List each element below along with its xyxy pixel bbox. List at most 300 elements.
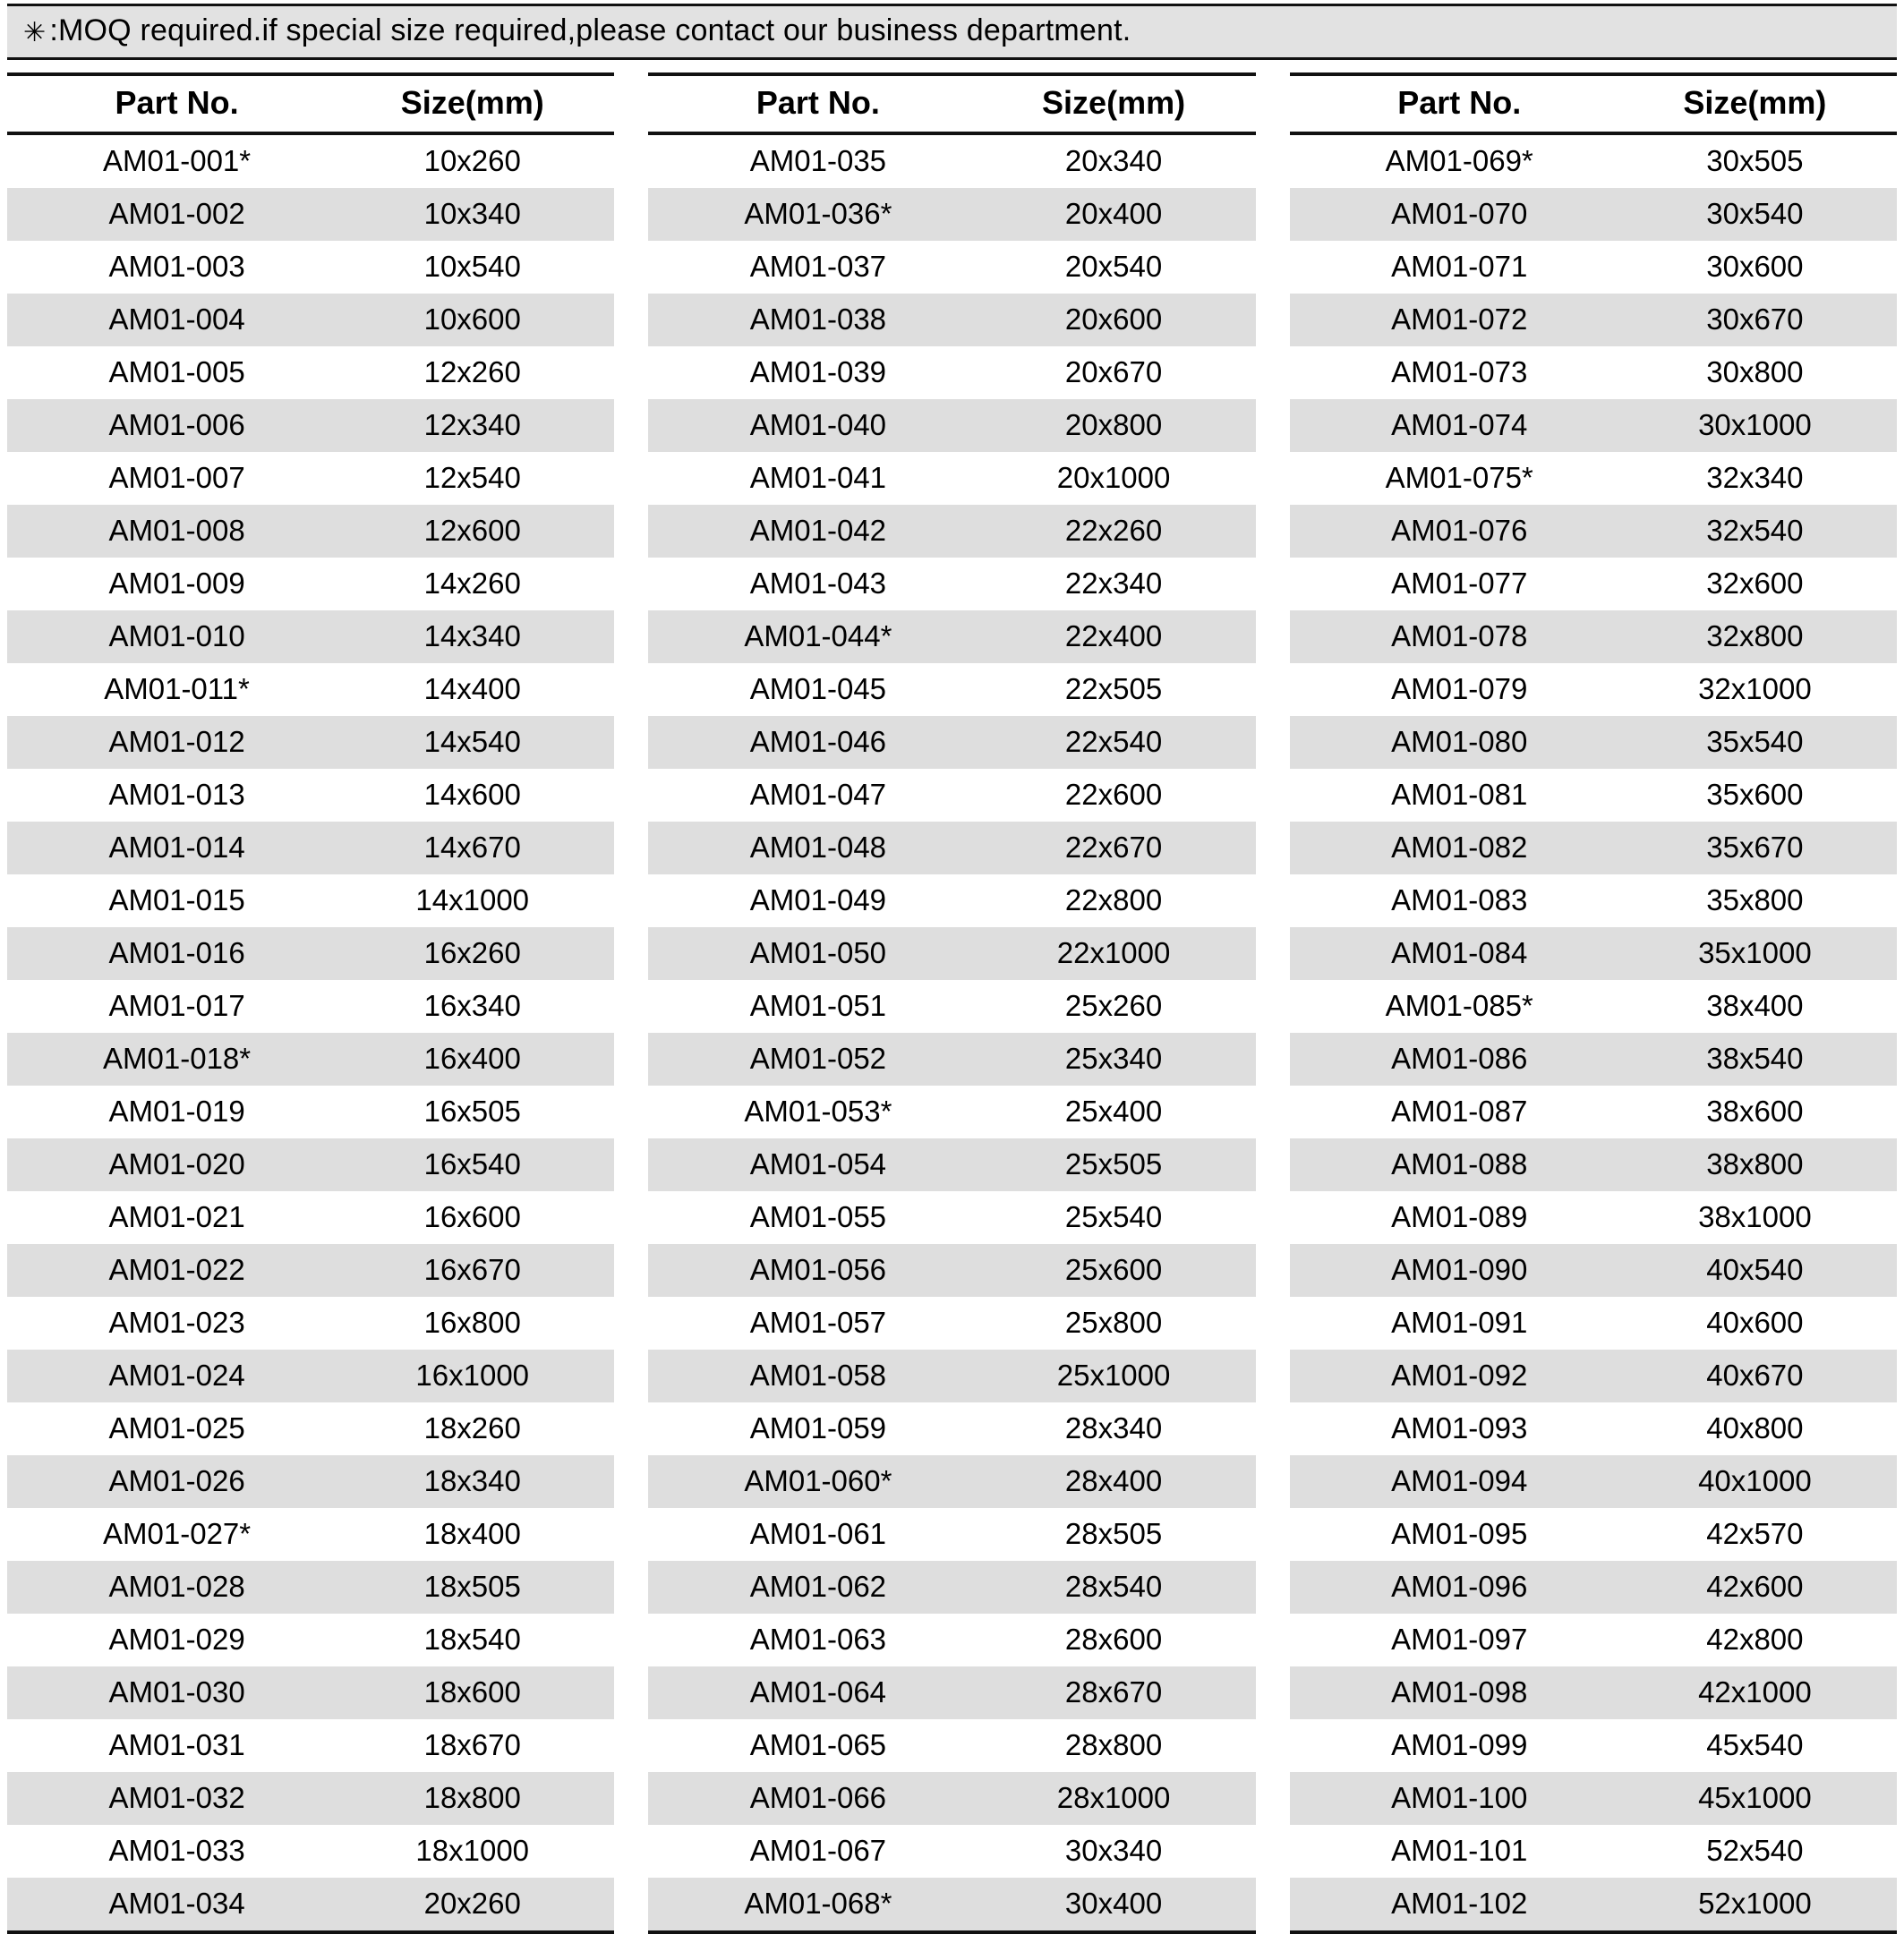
cell-part-no: AM01-097 bbox=[1391, 1623, 1528, 1656]
table-row bbox=[7, 1455, 614, 1508]
cell-part-no: AM01-065 bbox=[749, 1728, 887, 1761]
table-header-row bbox=[1290, 74, 1897, 133]
table-row bbox=[1290, 1033, 1897, 1086]
cell-size: 40x670 bbox=[1613, 1350, 1897, 1402]
cell-part-no: AM01-095 bbox=[1391, 1517, 1528, 1550]
cell-size: 20x340 bbox=[1064, 144, 1163, 177]
table-row bbox=[1290, 188, 1897, 241]
table-row bbox=[1290, 505, 1897, 558]
parts-table-2-head bbox=[648, 74, 1255, 133]
table-row bbox=[7, 1297, 614, 1350]
table-row bbox=[7, 980, 614, 1033]
table-row bbox=[648, 1138, 1255, 1191]
cell-part-no: AM01-044* bbox=[648, 610, 971, 663]
table-row bbox=[648, 663, 1255, 716]
cell-part-no: AM01-006 bbox=[7, 399, 330, 452]
table-row bbox=[648, 399, 1255, 452]
cell-size: 25x505 bbox=[971, 1138, 1255, 1191]
table-row bbox=[7, 1402, 614, 1455]
cell-size: 25x540 bbox=[1064, 1200, 1163, 1233]
table-row bbox=[1290, 1138, 1897, 1191]
cell-size: 18x260 bbox=[423, 1411, 521, 1444]
cell-part-no: AM01-056 bbox=[648, 1244, 971, 1297]
table-row bbox=[7, 769, 614, 822]
cell-part-no: AM01-030 bbox=[7, 1666, 330, 1719]
cell-size: 30x600 bbox=[1706, 250, 1804, 283]
table-row bbox=[1290, 399, 1897, 452]
cell-size: 16x400 bbox=[330, 1033, 614, 1086]
cell-size: 22x260 bbox=[971, 505, 1255, 558]
cell-size: 52x540 bbox=[1706, 1834, 1804, 1867]
table-row bbox=[1290, 1086, 1897, 1138]
table-row bbox=[648, 1772, 1255, 1825]
cell-size: 20x1000 bbox=[1056, 461, 1171, 494]
table-row bbox=[1290, 1402, 1897, 1455]
cell-size: 14x670 bbox=[330, 822, 614, 874]
cell-size: 30x400 bbox=[971, 1878, 1255, 1932]
cell-size: 45x1000 bbox=[1613, 1772, 1897, 1825]
table-row bbox=[648, 769, 1255, 822]
header-part-no: Part No. bbox=[7, 74, 330, 133]
table-row bbox=[7, 1138, 614, 1191]
table-row bbox=[7, 1666, 614, 1719]
cell-size: 10x600 bbox=[330, 294, 614, 346]
cell-size: 10x540 bbox=[423, 250, 521, 283]
cell-part-no: AM01-037 bbox=[749, 250, 887, 283]
cell-size: 16x600 bbox=[423, 1200, 521, 1233]
table-row bbox=[648, 1244, 1255, 1297]
cell-part-no: AM01-096 bbox=[1290, 1561, 1613, 1614]
table-row bbox=[7, 1878, 614, 1932]
cell-size: 22x505 bbox=[1064, 672, 1163, 705]
cell-size: 42x800 bbox=[1706, 1623, 1804, 1656]
table-row bbox=[7, 1033, 614, 1086]
table-row bbox=[1290, 1772, 1897, 1825]
cell-size: 38x800 bbox=[1613, 1138, 1897, 1191]
parts-table-3-body bbox=[1290, 133, 1897, 1932]
table-row bbox=[1290, 133, 1897, 188]
table-row bbox=[648, 1086, 1255, 1138]
table-row bbox=[7, 133, 614, 188]
table-row bbox=[1290, 346, 1897, 399]
table-row bbox=[648, 1878, 1255, 1932]
cell-size: 14x400 bbox=[423, 672, 521, 705]
cell-size: 28x505 bbox=[1064, 1517, 1163, 1550]
cell-size: 12x340 bbox=[330, 399, 614, 452]
cell-size: 30x1000 bbox=[1613, 399, 1897, 452]
cell-part-no: AM01-088 bbox=[1290, 1138, 1613, 1191]
cell-size: 18x400 bbox=[423, 1517, 521, 1550]
cell-part-no: AM01-066 bbox=[648, 1772, 971, 1825]
cell-size: 28x1000 bbox=[971, 1772, 1255, 1825]
table-row bbox=[1290, 1350, 1897, 1402]
cell-part-no: AM01-002 bbox=[7, 188, 330, 241]
table-row bbox=[7, 1825, 614, 1878]
cell-size: 35x670 bbox=[1613, 822, 1897, 874]
cell-part-no: AM01-057 bbox=[749, 1306, 887, 1339]
cell-size: 28x340 bbox=[1064, 1411, 1163, 1444]
table-row bbox=[7, 1191, 614, 1244]
table-row bbox=[1290, 1508, 1897, 1561]
cell-size: 16x800 bbox=[423, 1306, 521, 1339]
cell-part-no: AM01-064 bbox=[648, 1666, 971, 1719]
cell-size: 30x505 bbox=[1706, 144, 1804, 177]
table-row bbox=[7, 1772, 614, 1825]
table-row bbox=[648, 188, 1255, 241]
cell-size: 12x260 bbox=[423, 355, 521, 388]
table-row bbox=[7, 1244, 614, 1297]
cell-part-no: AM01-017 bbox=[108, 989, 245, 1022]
cell-size: 14x600 bbox=[423, 778, 521, 811]
cell-part-no: AM01-032 bbox=[7, 1772, 330, 1825]
cell-part-no: AM01-069* bbox=[1385, 144, 1533, 177]
cell-size: 22x670 bbox=[971, 822, 1255, 874]
header-part-no: Part No. bbox=[1290, 74, 1613, 133]
cell-part-no: AM01-046 bbox=[648, 716, 971, 769]
cell-part-no: AM01-075* bbox=[1385, 461, 1533, 494]
table-row bbox=[7, 452, 614, 505]
table-row bbox=[648, 133, 1255, 188]
cell-part-no: AM01-081 bbox=[1391, 778, 1528, 811]
header-part-no: Part No. bbox=[648, 74, 971, 133]
cell-part-no: AM01-049 bbox=[749, 883, 887, 916]
table-row bbox=[648, 558, 1255, 610]
table-row bbox=[648, 1033, 1255, 1086]
cell-part-no: AM01-076 bbox=[1290, 505, 1613, 558]
parts-table-1 bbox=[7, 72, 614, 1934]
parts-table-columns bbox=[0, 72, 1904, 1934]
table-row bbox=[648, 1719, 1255, 1772]
cell-part-no: AM01-098 bbox=[1290, 1666, 1613, 1719]
table-row bbox=[648, 822, 1255, 874]
cell-size: 40x1000 bbox=[1613, 1455, 1897, 1508]
cell-part-no: AM01-008 bbox=[7, 505, 330, 558]
table-row bbox=[7, 1350, 614, 1402]
cell-part-no: AM01-090 bbox=[1290, 1244, 1613, 1297]
parts-table-2-body bbox=[648, 133, 1255, 1932]
table-row bbox=[1290, 452, 1897, 505]
cell-size: 20x540 bbox=[1064, 250, 1163, 283]
cell-size: 25x400 bbox=[1064, 1095, 1163, 1128]
table-row bbox=[1290, 1614, 1897, 1666]
cell-size: 16x540 bbox=[330, 1138, 614, 1191]
header-size: Size(mm) bbox=[330, 74, 614, 133]
cell-part-no: AM01-040 bbox=[648, 399, 971, 452]
table-row bbox=[648, 874, 1255, 927]
table-row bbox=[648, 1297, 1255, 1350]
cell-part-no: AM01-084 bbox=[1290, 927, 1613, 980]
cell-part-no: AM01-031 bbox=[108, 1728, 245, 1761]
cell-size: 22x1000 bbox=[971, 927, 1255, 980]
cell-part-no: AM01-060* bbox=[648, 1455, 971, 1508]
table-row bbox=[7, 663, 614, 716]
cell-part-no: AM01-038 bbox=[648, 294, 971, 346]
table-row bbox=[648, 1455, 1255, 1508]
cell-size: 25x600 bbox=[971, 1244, 1255, 1297]
parts-catalog-page bbox=[0, 4, 1904, 1943]
cell-part-no: AM01-093 bbox=[1391, 1411, 1528, 1444]
cell-part-no: AM01-041 bbox=[749, 461, 887, 494]
cell-part-no: AM01-070 bbox=[1290, 188, 1613, 241]
table-row bbox=[648, 716, 1255, 769]
parts-table-3-head bbox=[1290, 74, 1897, 133]
cell-part-no: AM01-061 bbox=[749, 1517, 887, 1550]
table-row bbox=[1290, 1191, 1897, 1244]
cell-part-no: AM01-029 bbox=[108, 1623, 245, 1656]
cell-size: 20x400 bbox=[971, 188, 1255, 241]
table-row bbox=[648, 980, 1255, 1033]
table-row bbox=[648, 1614, 1255, 1666]
table-row bbox=[648, 505, 1255, 558]
cell-part-no: AM01-011* bbox=[104, 672, 250, 705]
moq-note bbox=[7, 4, 1897, 60]
table-row bbox=[1290, 927, 1897, 980]
table-row bbox=[648, 1666, 1255, 1719]
cell-part-no: AM01-012 bbox=[7, 716, 330, 769]
cell-part-no: AM01-087 bbox=[1391, 1095, 1528, 1128]
cell-part-no: AM01-079 bbox=[1391, 672, 1528, 705]
table-row bbox=[1290, 1297, 1897, 1350]
cell-part-no: AM01-047 bbox=[749, 778, 887, 811]
cell-part-no: AM01-053* bbox=[744, 1095, 892, 1128]
cell-size: 40x800 bbox=[1706, 1411, 1804, 1444]
header-size: Size(mm) bbox=[971, 74, 1255, 133]
cell-part-no: AM01-058 bbox=[648, 1350, 971, 1402]
cell-part-no: AM01-003 bbox=[108, 250, 245, 283]
parts-column-1 bbox=[7, 72, 614, 1934]
cell-part-no: AM01-085* bbox=[1385, 989, 1533, 1022]
parts-table-1-head bbox=[7, 74, 614, 133]
header-size: Size(mm) bbox=[1613, 74, 1897, 133]
cell-size: 16x1000 bbox=[330, 1350, 614, 1402]
cell-size: 30x800 bbox=[1706, 355, 1804, 388]
cell-size: 22x800 bbox=[1064, 883, 1163, 916]
cell-part-no: AM01-042 bbox=[648, 505, 971, 558]
cell-size: 42x600 bbox=[1613, 1561, 1897, 1614]
cell-size: 52x1000 bbox=[1613, 1878, 1897, 1932]
cell-part-no: AM01-025 bbox=[108, 1411, 245, 1444]
cell-part-no: AM01-077 bbox=[1391, 567, 1528, 600]
cell-size: 25x260 bbox=[1064, 989, 1163, 1022]
parts-table-3 bbox=[1290, 72, 1897, 1934]
cell-size: 10x260 bbox=[423, 144, 521, 177]
cell-part-no: AM01-019 bbox=[108, 1095, 245, 1128]
parts-column-2 bbox=[648, 72, 1255, 1934]
cell-size: 10x340 bbox=[330, 188, 614, 241]
cell-part-no: AM01-043 bbox=[749, 567, 887, 600]
cell-part-no: AM01-023 bbox=[108, 1306, 245, 1339]
table-row bbox=[1290, 1561, 1897, 1614]
table-row bbox=[1290, 1878, 1897, 1932]
cell-size: 14x260 bbox=[423, 567, 521, 600]
cell-size: 32x800 bbox=[1613, 610, 1897, 663]
cell-size: 28x670 bbox=[971, 1666, 1255, 1719]
cell-size: 35x540 bbox=[1613, 716, 1897, 769]
cell-part-no: AM01-067 bbox=[749, 1834, 887, 1867]
cell-size: 18x1000 bbox=[415, 1834, 530, 1867]
cell-size: 30x540 bbox=[1613, 188, 1897, 241]
cell-part-no: AM01-015 bbox=[108, 883, 245, 916]
cell-part-no: AM01-021 bbox=[108, 1200, 245, 1233]
cell-part-no: AM01-027* bbox=[103, 1517, 252, 1550]
cell-size: 35x1000 bbox=[1613, 927, 1897, 980]
table-row bbox=[7, 188, 614, 241]
cell-size: 22x400 bbox=[971, 610, 1255, 663]
cell-part-no: AM01-082 bbox=[1290, 822, 1613, 874]
table-row bbox=[1290, 1666, 1897, 1719]
cell-part-no: AM01-022 bbox=[7, 1244, 330, 1297]
cell-part-no: AM01-004 bbox=[7, 294, 330, 346]
table-row bbox=[1290, 610, 1897, 663]
table-row bbox=[1290, 558, 1897, 610]
cell-part-no: AM01-091 bbox=[1391, 1306, 1528, 1339]
cell-size: 28x400 bbox=[971, 1455, 1255, 1508]
cell-part-no: AM01-035 bbox=[749, 144, 887, 177]
cell-part-no: AM01-092 bbox=[1290, 1350, 1613, 1402]
cell-size: 42x570 bbox=[1706, 1517, 1804, 1550]
cell-size: 22x340 bbox=[1064, 567, 1163, 600]
cell-part-no: AM01-099 bbox=[1391, 1728, 1528, 1761]
table-row bbox=[1290, 769, 1897, 822]
cell-part-no: AM01-074 bbox=[1290, 399, 1613, 452]
cell-size: 22x600 bbox=[1064, 778, 1163, 811]
parts-column-3 bbox=[1290, 72, 1897, 1934]
cell-part-no: AM01-007 bbox=[108, 461, 245, 494]
table-row bbox=[7, 822, 614, 874]
cell-part-no: AM01-052 bbox=[648, 1033, 971, 1086]
cell-part-no: AM01-016 bbox=[7, 927, 330, 980]
table-row bbox=[1290, 1455, 1897, 1508]
cell-part-no: AM01-080 bbox=[1290, 716, 1613, 769]
cell-size: 20x260 bbox=[330, 1878, 614, 1932]
cell-size: 32x1000 bbox=[1698, 672, 1812, 705]
table-row bbox=[1290, 1825, 1897, 1878]
cell-part-no: AM01-086 bbox=[1290, 1033, 1613, 1086]
cell-size: 40x540 bbox=[1613, 1244, 1897, 1297]
table-row bbox=[7, 346, 614, 399]
cell-part-no: AM01-054 bbox=[648, 1138, 971, 1191]
table-row bbox=[7, 1086, 614, 1138]
table-row bbox=[648, 1191, 1255, 1244]
cell-size: 25x1000 bbox=[971, 1350, 1255, 1402]
cell-part-no: AM01-014 bbox=[7, 822, 330, 874]
cell-size: 45x540 bbox=[1706, 1728, 1804, 1761]
cell-part-no: AM01-013 bbox=[108, 778, 245, 811]
table-header-row bbox=[7, 74, 614, 133]
parts-table-2 bbox=[648, 72, 1255, 1934]
cell-size: 38x540 bbox=[1613, 1033, 1897, 1086]
table-row bbox=[1290, 822, 1897, 874]
cell-part-no: AM01-071 bbox=[1391, 250, 1528, 283]
table-row bbox=[648, 1508, 1255, 1561]
table-row bbox=[7, 241, 614, 294]
cell-size: 28x540 bbox=[971, 1561, 1255, 1614]
cell-size: 14x540 bbox=[330, 716, 614, 769]
table-row bbox=[7, 927, 614, 980]
cell-part-no: AM01-010 bbox=[7, 610, 330, 663]
table-row bbox=[7, 610, 614, 663]
asterisk-icon: ✳ bbox=[23, 17, 47, 47]
table-row bbox=[1290, 1719, 1897, 1772]
table-row bbox=[648, 452, 1255, 505]
table-row bbox=[7, 505, 614, 558]
cell-size: 20x800 bbox=[971, 399, 1255, 452]
cell-size: 28x600 bbox=[1064, 1623, 1163, 1656]
table-row bbox=[1290, 294, 1897, 346]
cell-size: 32x540 bbox=[1613, 505, 1897, 558]
parts-table-1-body bbox=[7, 133, 614, 1932]
cell-size: 18x800 bbox=[330, 1772, 614, 1825]
table-row bbox=[648, 610, 1255, 663]
cell-size: 25x800 bbox=[1064, 1306, 1163, 1339]
table-row bbox=[7, 1508, 614, 1561]
cell-part-no: AM01-083 bbox=[1391, 883, 1528, 916]
cell-size: 12x600 bbox=[330, 505, 614, 558]
cell-part-no: AM01-101 bbox=[1391, 1834, 1528, 1867]
cell-part-no: AM01-024 bbox=[7, 1350, 330, 1402]
table-row bbox=[7, 716, 614, 769]
cell-size: 30x670 bbox=[1613, 294, 1897, 346]
cell-part-no: AM01-020 bbox=[7, 1138, 330, 1191]
table-row bbox=[1290, 241, 1897, 294]
cell-part-no: AM01-045 bbox=[749, 672, 887, 705]
cell-part-no: AM01-063 bbox=[749, 1623, 887, 1656]
cell-size: 25x340 bbox=[971, 1033, 1255, 1086]
cell-part-no: AM01-026 bbox=[7, 1455, 330, 1508]
table-row bbox=[7, 874, 614, 927]
table-row bbox=[1290, 663, 1897, 716]
table-row bbox=[648, 927, 1255, 980]
cell-size: 28x800 bbox=[1064, 1728, 1163, 1761]
cell-part-no: AM01-068* bbox=[648, 1878, 971, 1932]
cell-size: 14x340 bbox=[330, 610, 614, 663]
table-row bbox=[648, 1825, 1255, 1878]
cell-size: 18x540 bbox=[423, 1623, 521, 1656]
cell-size: 38x600 bbox=[1706, 1095, 1804, 1128]
cell-size: 35x800 bbox=[1706, 883, 1804, 916]
cell-size: 30x340 bbox=[1064, 1834, 1163, 1867]
table-row bbox=[648, 1402, 1255, 1455]
cell-size: 38x1000 bbox=[1698, 1200, 1812, 1233]
cell-size: 35x600 bbox=[1706, 778, 1804, 811]
cell-part-no: AM01-050 bbox=[648, 927, 971, 980]
cell-part-no: AM01-100 bbox=[1290, 1772, 1613, 1825]
cell-part-no: AM01-102 bbox=[1290, 1878, 1613, 1932]
cell-part-no: AM01-072 bbox=[1290, 294, 1613, 346]
cell-size: 18x670 bbox=[423, 1728, 521, 1761]
table-row bbox=[648, 1561, 1255, 1614]
cell-size: 38x400 bbox=[1706, 989, 1804, 1022]
cell-size: 14x1000 bbox=[415, 883, 530, 916]
table-row bbox=[648, 294, 1255, 346]
table-row bbox=[1290, 1244, 1897, 1297]
table-header-row bbox=[648, 74, 1255, 133]
cell-size: 20x600 bbox=[971, 294, 1255, 346]
cell-part-no: AM01-048 bbox=[648, 822, 971, 874]
table-row bbox=[1290, 980, 1897, 1033]
table-row bbox=[648, 241, 1255, 294]
cell-part-no: AM01-039 bbox=[749, 355, 887, 388]
table-row bbox=[1290, 716, 1897, 769]
table-row bbox=[1290, 874, 1897, 927]
cell-size: 16x505 bbox=[423, 1095, 521, 1128]
table-row bbox=[648, 346, 1255, 399]
moq-note-text: :MOQ required.if special size required,please contact our business department. bbox=[49, 13, 1131, 47]
cell-size: 16x670 bbox=[330, 1244, 614, 1297]
cell-part-no: AM01-033 bbox=[108, 1834, 245, 1867]
cell-part-no: AM01-073 bbox=[1391, 355, 1528, 388]
cell-part-no: AM01-055 bbox=[749, 1200, 887, 1233]
